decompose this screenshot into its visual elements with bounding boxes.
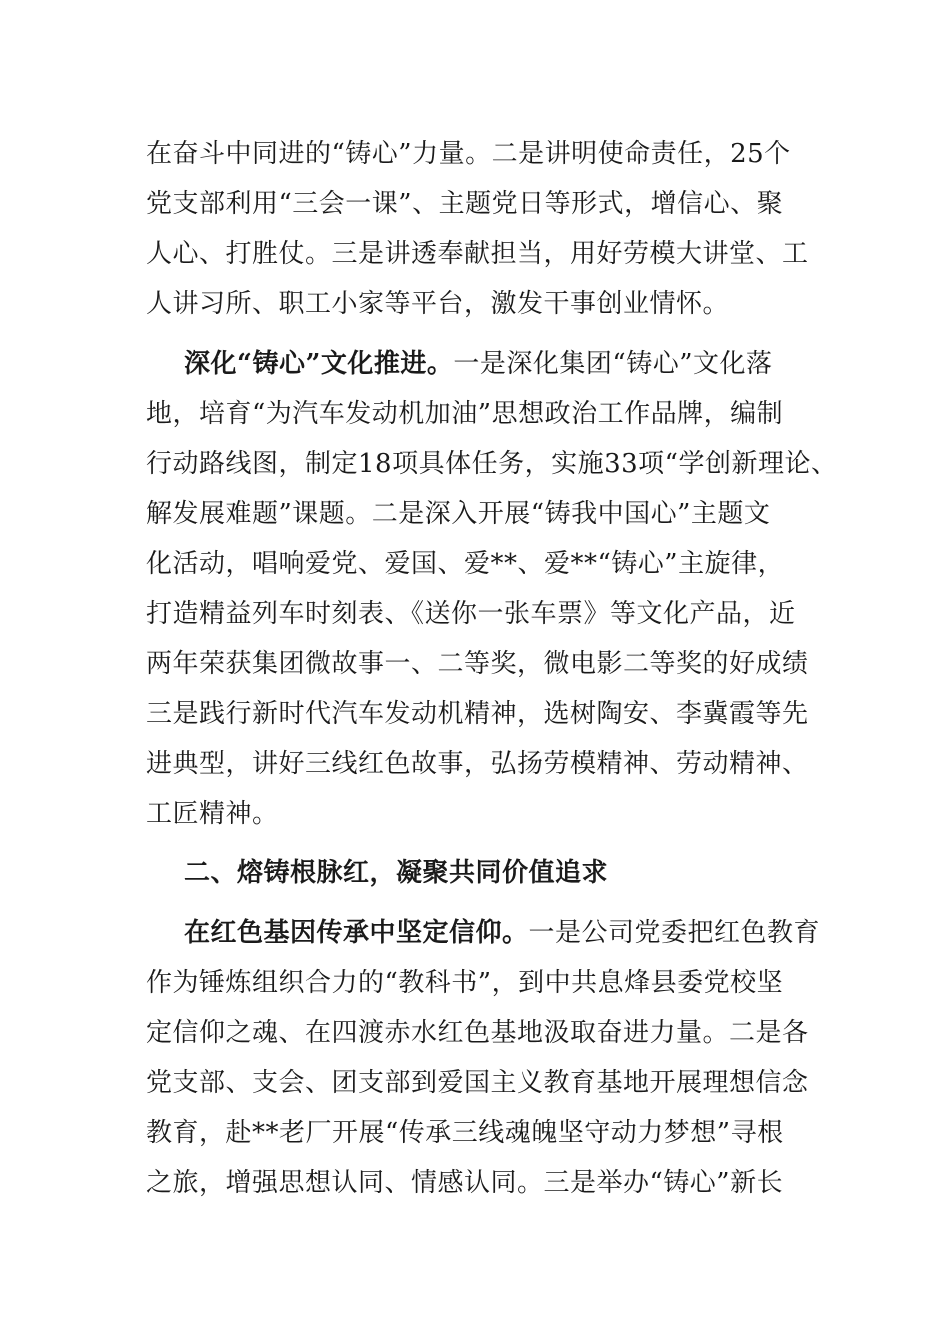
paragraph-line: 人讲习所、职工小家等平台，激发干事创业情怀。 <box>146 289 730 319</box>
paragraph-line: 行动路线图，制定18项具体任务，实施33项“学创新理论、 <box>146 449 838 479</box>
paragraph-first-line <box>184 918 820 948</box>
paragraph-line: 定信仰之魂、在四渡赤水红色基地汲取奋进力量。二是各 <box>146 1018 809 1048</box>
paragraph-heading: 深化“铸心”文化推进。 <box>184 349 454 379</box>
paragraph-line: 化活动，唱响爱党、爱国、爱**、爱**“铸心”主旋律， <box>146 549 785 579</box>
paragraph-line: 作为锤炼组织合力的“教科书”，到中共息烽县委党校坚 <box>146 968 784 998</box>
paragraph-line: 党支部、支会、团支部到爱国主义教育基地开展理想信念 <box>146 1068 809 1098</box>
paragraph-line: 教育，赴**老厂开展“传承三线魂魄坚守动力梦想”寻根 <box>146 1118 784 1148</box>
paragraph-line: 两年荣获集团微故事一、二等奖，微电影二等奖的好成绩 <box>146 649 809 679</box>
paragraph-line: 三是践行新时代汽车发动机精神，选树陶安、李冀霞等先 <box>146 699 809 729</box>
paragraph-line: 工匠精神。 <box>146 799 279 829</box>
section-heading: 二、熔铸根脉红，凝聚共同价值追求 <box>184 858 609 888</box>
paragraph-line: 人心、打胜仗。三是讲透奉献担当，用好劳模大讲堂、工 <box>146 239 809 269</box>
paragraph-heading: 在红色基因传承中坚定信仰。 <box>184 918 529 948</box>
paragraph-text: 一是公司党委把红色教育 <box>528 918 821 948</box>
paragraph-text: 一是深化集团“铸心”文化落 <box>453 349 773 379</box>
paragraph-line: 地，培育“为汽车发动机加油”思想政治工作品牌，编制 <box>146 399 784 429</box>
paragraph-line: 在奋斗中同进的“铸心”力量。二是讲明使命责任，25个 <box>146 139 791 169</box>
paragraph-line: 解发展难题”课题。二是深入开展“铸我中国心”主题文 <box>146 499 771 529</box>
paragraph-line: 之旅，增强思想认同、情感认同。三是举办“铸心”新长 <box>146 1168 784 1198</box>
paragraph-line: 打造精益列车时刻表、《送你一张车票》等文化产品，近 <box>146 599 796 629</box>
paragraph-first-line <box>184 349 773 379</box>
paragraph-line: 党支部利用“三会一课”、主题党日等形式，增信心、聚 <box>146 189 784 219</box>
paragraph-line: 进典型，讲好三线红色故事，弘扬劳模精神、劳动精神、 <box>146 749 809 779</box>
